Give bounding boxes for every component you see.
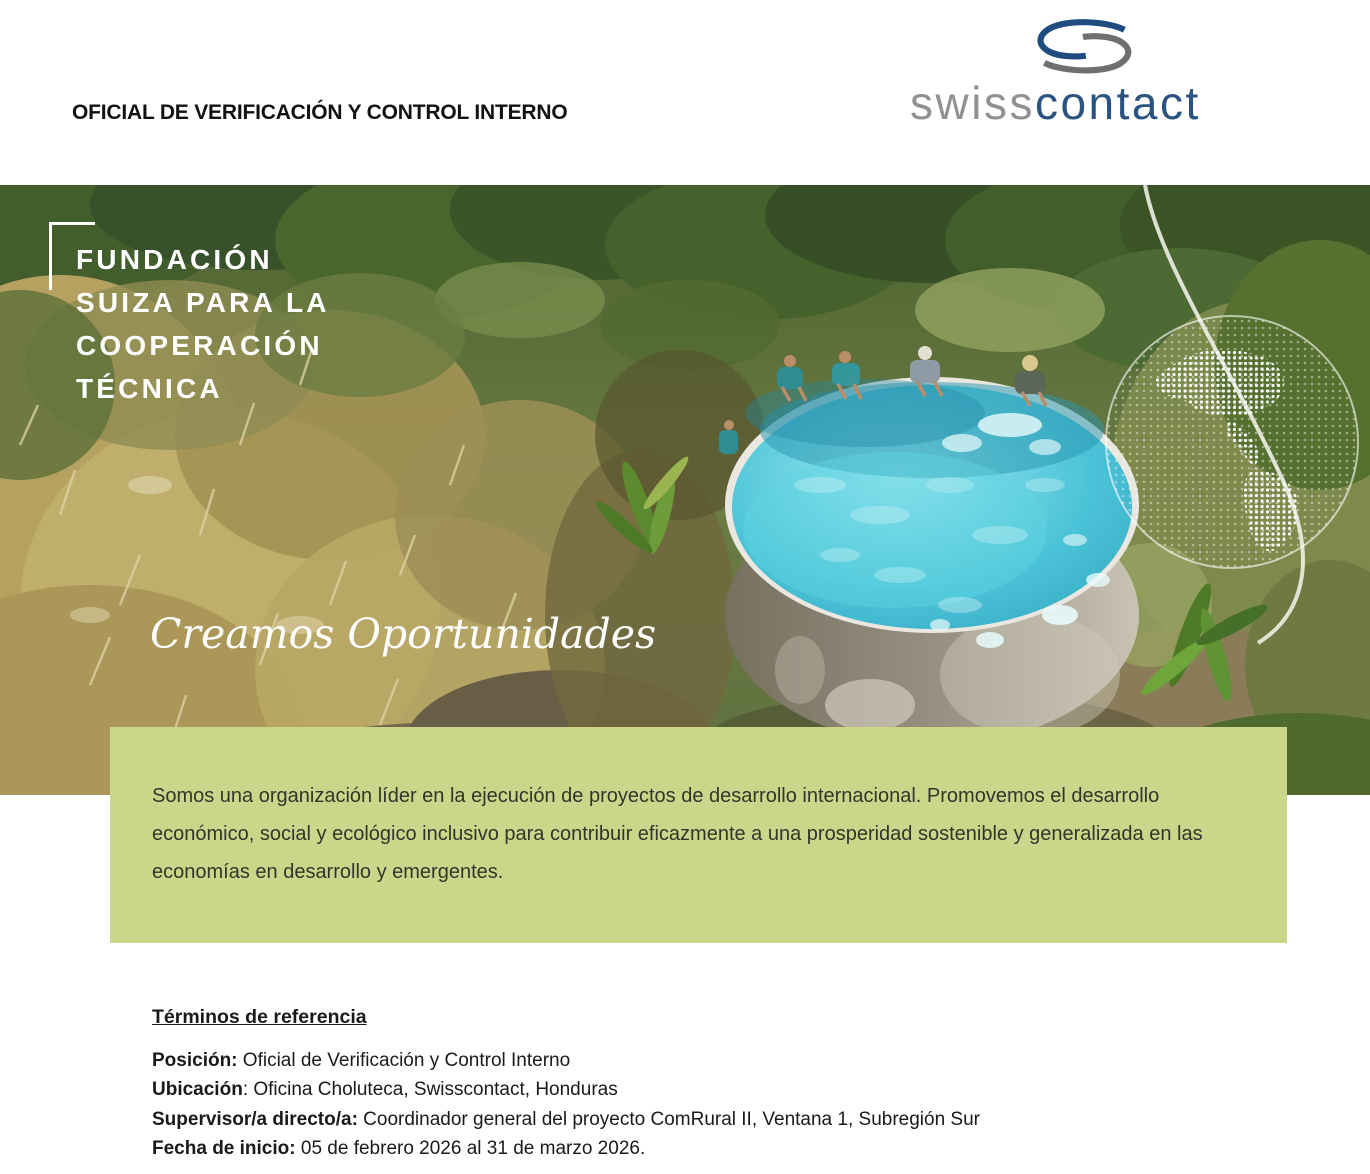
hero-photo xyxy=(0,185,1370,795)
tagline: Creamos Oportunidades xyxy=(150,610,657,658)
swisscontact-swirl-icon xyxy=(1013,16,1153,78)
term-label: Posición: xyxy=(152,1050,238,1071)
term-supervisor xyxy=(152,1105,1252,1134)
swisscontact-wordmark xyxy=(910,76,1201,130)
terms-heading: Términos de referencia xyxy=(152,1006,367,1028)
term-label: Ubicación xyxy=(152,1079,243,1101)
intro-box xyxy=(110,727,1287,943)
foundation-line: COOPERACIÓN xyxy=(76,330,323,361)
foundation-name xyxy=(76,238,330,410)
term-value: Oficial de Verificación y Control Interno xyxy=(237,1050,571,1071)
term-value: 05 de febrero 2026 al 31 de marzo 2026. xyxy=(295,1138,646,1160)
terms-section xyxy=(152,1006,1252,1164)
wordmark-contact: contact xyxy=(1034,77,1201,129)
term-value: Coordinador general del proyecto ComRural II, Ventana 1, Subregión Sur xyxy=(357,1108,980,1130)
foundation-line: SUIZA PARA LA xyxy=(76,287,330,318)
swisscontact-logo xyxy=(905,14,1255,139)
term-fecha-inicio xyxy=(152,1134,1252,1163)
page-title: OFICIAL DE VERIFICACIÓN Y CONTROL INTERNO xyxy=(72,101,568,124)
wordmark-swiss: swiss xyxy=(910,77,1035,129)
foundation-line: FUNDACIÓN xyxy=(76,244,273,275)
term-posicion xyxy=(152,1046,1252,1075)
intro-paragraph: Somos una organización líder en la ejecución de proyectos de desarrollo internacional. Promovemos el desarrollo económico, social y ecológico inclusivo para contribuir eficazmente a una prosperidad sostenible y generalizada en las economías en desarrollo y emergentes. xyxy=(152,785,1203,883)
globe-overlay xyxy=(1106,316,1358,568)
term-label: Fecha de inicio: xyxy=(152,1138,296,1160)
term-value: : Oficina Choluteca, Swisscontact, Honduras xyxy=(242,1079,618,1101)
foundation-line: TÉCNICA xyxy=(76,373,223,404)
term-label: Supervisor/a directo/a: xyxy=(152,1108,358,1130)
term-ubicacion xyxy=(152,1075,1252,1104)
